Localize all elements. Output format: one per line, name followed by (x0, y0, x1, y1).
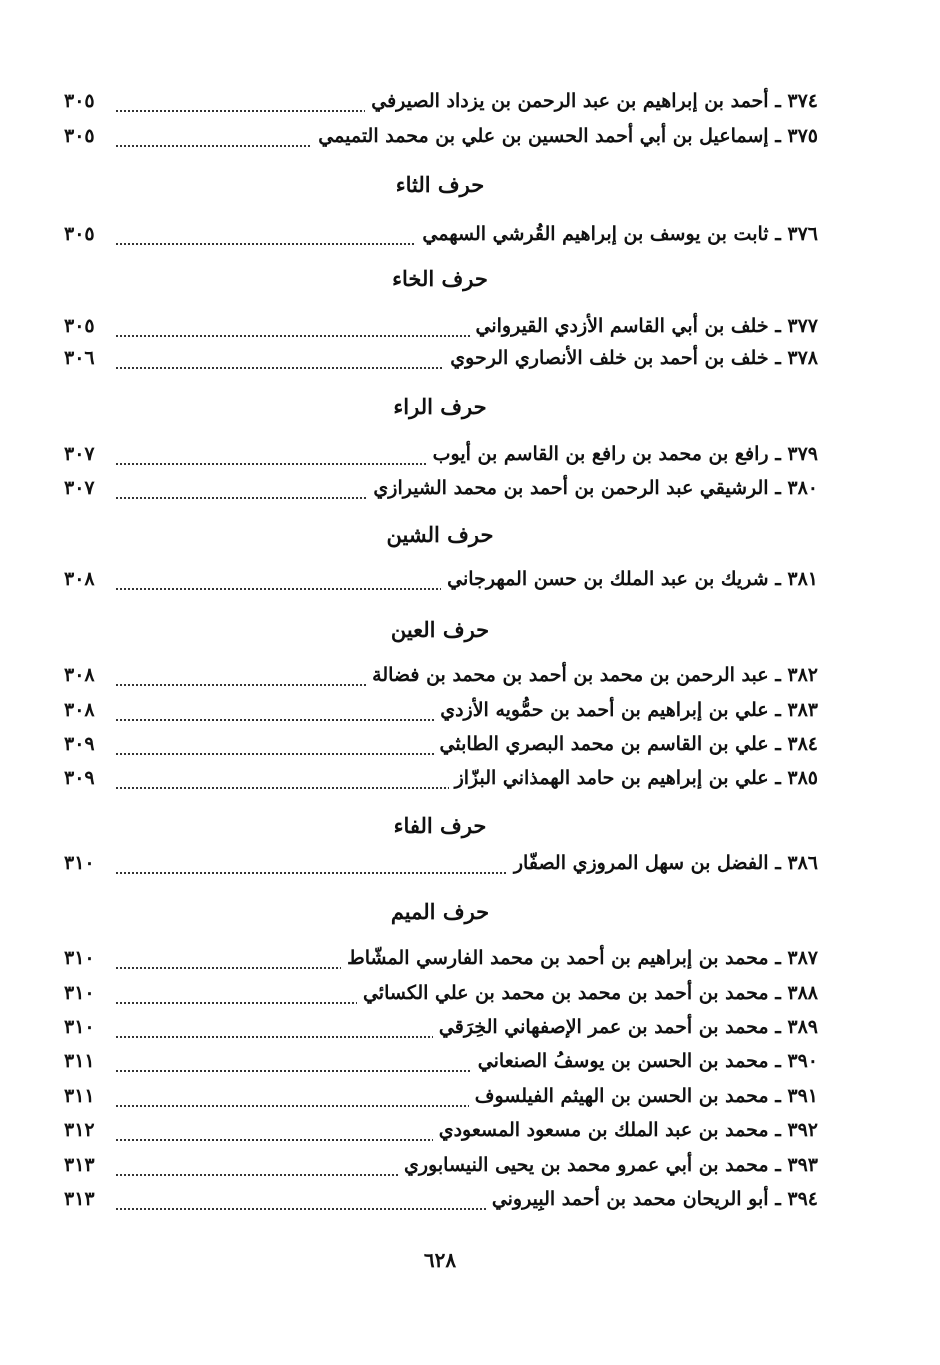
section-heading: حرف الميم (390, 899, 490, 924)
index-entry (64, 123, 824, 157)
entry-text (434, 733, 818, 755)
entry-name: محمد بن إبراهيم بن أحمد بن محمد الفارسي المشّاط (347, 947, 769, 969)
entry-number: ٣٧٤ (787, 90, 818, 112)
entry-name: ثابت بن يوسف بن إبراهيم القُرشي السهمي (422, 223, 769, 245)
index-entry (64, 313, 824, 347)
entry-page-number: ٣٠٧ (64, 477, 95, 499)
index-entry (64, 850, 824, 884)
entry-number: ٣٨٢ (787, 664, 818, 686)
entry-number: ٣٩٢ (787, 1119, 818, 1141)
entry-separator: ـ (768, 443, 788, 465)
entry-number: ٣٧٨ (787, 347, 818, 369)
index-entry (64, 1152, 824, 1186)
entry-number: ٣٨١ (787, 568, 818, 590)
entry-name: خلف بن أحمد بن خلف الأنصاري الرحوي (450, 347, 769, 369)
entry-number: ٣٩١ (787, 1085, 818, 1107)
entry-page-number: ٣١٠ (64, 852, 95, 874)
index-entry (64, 1083, 824, 1117)
entry-text (472, 1050, 818, 1072)
entry-number: ٣٧٥ (787, 125, 818, 147)
index-entry (64, 1117, 824, 1151)
entry-number: ٣٨٣ (787, 699, 818, 721)
entry-text (341, 947, 818, 969)
index-entry (64, 221, 824, 255)
entry-name: علي بن إبراهيم بن حامد الهمذاني البزّاز (454, 767, 769, 789)
entry-text (449, 767, 818, 789)
section-heading: حرف الراء (393, 394, 487, 419)
entry-name: محمد بن أحمد بن محمد بن محمد بن علي الكسائي (362, 982, 769, 1004)
entry-separator: ـ (768, 1085, 788, 1107)
entry-text (366, 664, 818, 686)
entry-text (365, 90, 818, 112)
entry-number: ٣٨٠ (787, 477, 818, 499)
entry-page-number: ٣١٢ (64, 1119, 95, 1141)
entry-text (508, 852, 818, 874)
entry-separator: ـ (768, 1016, 788, 1038)
entry-separator: ـ (768, 1154, 788, 1176)
entry-page-number: ٣١٠ (64, 947, 95, 969)
entry-page-number: ٣٠٥ (64, 90, 95, 112)
entry-separator: ـ (768, 315, 788, 337)
entry-page-number: ٣٠٦ (64, 347, 95, 369)
entry-name: محمد بن أحمد بن عمر الإصفهاني الخِرَقي (438, 1016, 769, 1038)
entry-number: ٣٨٧ (787, 947, 818, 969)
index-entry (64, 1014, 824, 1048)
index-entry (64, 566, 824, 600)
entry-number: ٣٨٥ (787, 767, 818, 789)
entry-text (433, 1119, 818, 1141)
entry-name: محمد بن الحسن بن يوسفُ الصنعاني (477, 1050, 769, 1072)
entry-number: ٣٩٣ (787, 1154, 818, 1176)
entry-name: أبو الريحان محمد بن أحمد البِيروني (491, 1188, 769, 1210)
index-entry (64, 88, 824, 122)
entry-name: الفضل بن سهل المروزي الصفّار (513, 852, 769, 874)
section-heading: حرف الثاء (395, 172, 485, 197)
entry-text (312, 125, 818, 147)
entry-number: ٣٨٤ (787, 733, 818, 755)
entry-separator: ـ (768, 1188, 788, 1210)
entry-page-number: ٣١٣ (64, 1154, 95, 1176)
entry-text (486, 1188, 818, 1210)
index-entry (64, 731, 824, 765)
entry-number: ٣٩٠ (787, 1050, 818, 1072)
entry-text (469, 1085, 818, 1107)
entry-page-number: ٣٠٨ (64, 568, 95, 590)
entry-number: ٣٩٤ (787, 1188, 818, 1210)
entry-text (434, 699, 818, 721)
entry-separator: ـ (768, 223, 788, 245)
entry-name: محمد بن الحسن بن الهيثم الفيلسوف (474, 1085, 769, 1107)
entry-separator: ـ (768, 982, 788, 1004)
entry-text (433, 1016, 818, 1038)
entry-page-number: ٣١١ (64, 1050, 95, 1072)
entry-separator: ـ (768, 347, 788, 369)
entry-page-number: ٣١٠ (64, 982, 95, 1004)
entry-page-number: ٣٠٥ (64, 223, 95, 245)
entry-page-number: ٣١١ (64, 1085, 95, 1107)
entry-name: إسماعيل بن أبي أحمد الحسين بن علي بن محمد التميمي (318, 125, 769, 147)
entry-page-number: ٣٠٩ (64, 767, 95, 789)
entry-name: الرشيقي عبد الرحمن بن أحمد بن محمد الشيرازي (373, 477, 769, 499)
entry-text (444, 347, 818, 369)
entry-page-number: ٣١٠ (64, 1016, 95, 1038)
entry-name: علي بن القاسم بن محمد البصري الطابثي (439, 733, 769, 755)
section-heading: حرف العين (390, 617, 490, 642)
entry-text (416, 223, 818, 245)
entry-name: رافع بن محمد بن رافع بن القاسم بن أيوب (432, 443, 769, 465)
entry-name: أحمد بن إبراهيم بن عبد الرحمن بن يزداد الصيرفي (371, 90, 769, 112)
entry-separator: ـ (768, 733, 788, 755)
entry-page-number: ٣١٣ (64, 1188, 95, 1210)
entry-number: ٣٧٩ (787, 443, 818, 465)
entry-separator: ـ (768, 852, 788, 874)
entry-separator: ـ (768, 477, 788, 499)
index-entry (64, 765, 824, 799)
entry-name: محمد بن عبد الملك بن مسعود المسعودي (438, 1119, 769, 1141)
section-heading: حرف الشين (386, 522, 494, 547)
index-entry (64, 945, 824, 979)
entry-name: شريك بن عبد الملك بن حسن المهرجاني (447, 568, 769, 590)
entry-name: محمد بن أبي عمرو محمد بن يحيى النيسابوري (404, 1154, 769, 1176)
index-entry (64, 1186, 824, 1220)
entry-separator: ـ (768, 1119, 788, 1141)
entry-text (357, 982, 818, 1004)
entry-number: ٣٨٦ (787, 852, 818, 874)
entry-separator: ـ (768, 664, 788, 686)
section-heading: حرف الفاء (393, 813, 487, 838)
entry-name: خلف بن أبي القاسم الأزدي القيرواني (475, 315, 769, 337)
entry-number: ٣٨٨ (787, 982, 818, 1004)
index-entry (64, 441, 824, 475)
index-entry (64, 980, 824, 1014)
entry-number: ٣٧٧ (787, 315, 818, 337)
section-heading: حرف الخاء (392, 266, 488, 291)
index-entry (64, 697, 824, 731)
entry-separator: ـ (768, 1050, 788, 1072)
entry-separator: ـ (768, 90, 788, 112)
entry-page-number: ٣٠٩ (64, 733, 95, 755)
entry-name: علي بن إبراهيم بن أحمد بن حمُّويه الأزدي (440, 699, 769, 721)
entry-number: ٣٨٩ (787, 1016, 818, 1038)
entry-page-number: ٣٠٨ (64, 699, 95, 721)
entry-text (427, 443, 818, 465)
index-entry (64, 662, 824, 696)
entry-text (367, 477, 818, 499)
entry-separator: ـ (768, 767, 788, 789)
index-entry (64, 345, 824, 379)
entry-page-number: ٣٠٧ (64, 443, 95, 465)
entry-text (398, 1154, 818, 1176)
entry-separator: ـ (768, 947, 788, 969)
index-entry (64, 1048, 824, 1082)
entry-separator: ـ (768, 699, 788, 721)
entry-text (470, 315, 818, 337)
entry-number: ٣٧٦ (787, 223, 818, 245)
entry-text (441, 568, 818, 590)
entry-name: عبد الرحمن بن محمد بن أحمد بن محمد بن فضالة (372, 664, 769, 686)
entry-separator: ـ (768, 568, 788, 590)
index-entry (64, 475, 824, 509)
entry-page-number: ٣٠٥ (64, 315, 95, 337)
entry-page-number: ٣٠٨ (64, 664, 95, 686)
page-number: ٦٢٨ (423, 1248, 457, 1272)
entry-page-number: ٣٠٥ (64, 125, 95, 147)
entry-separator: ـ (768, 125, 788, 147)
